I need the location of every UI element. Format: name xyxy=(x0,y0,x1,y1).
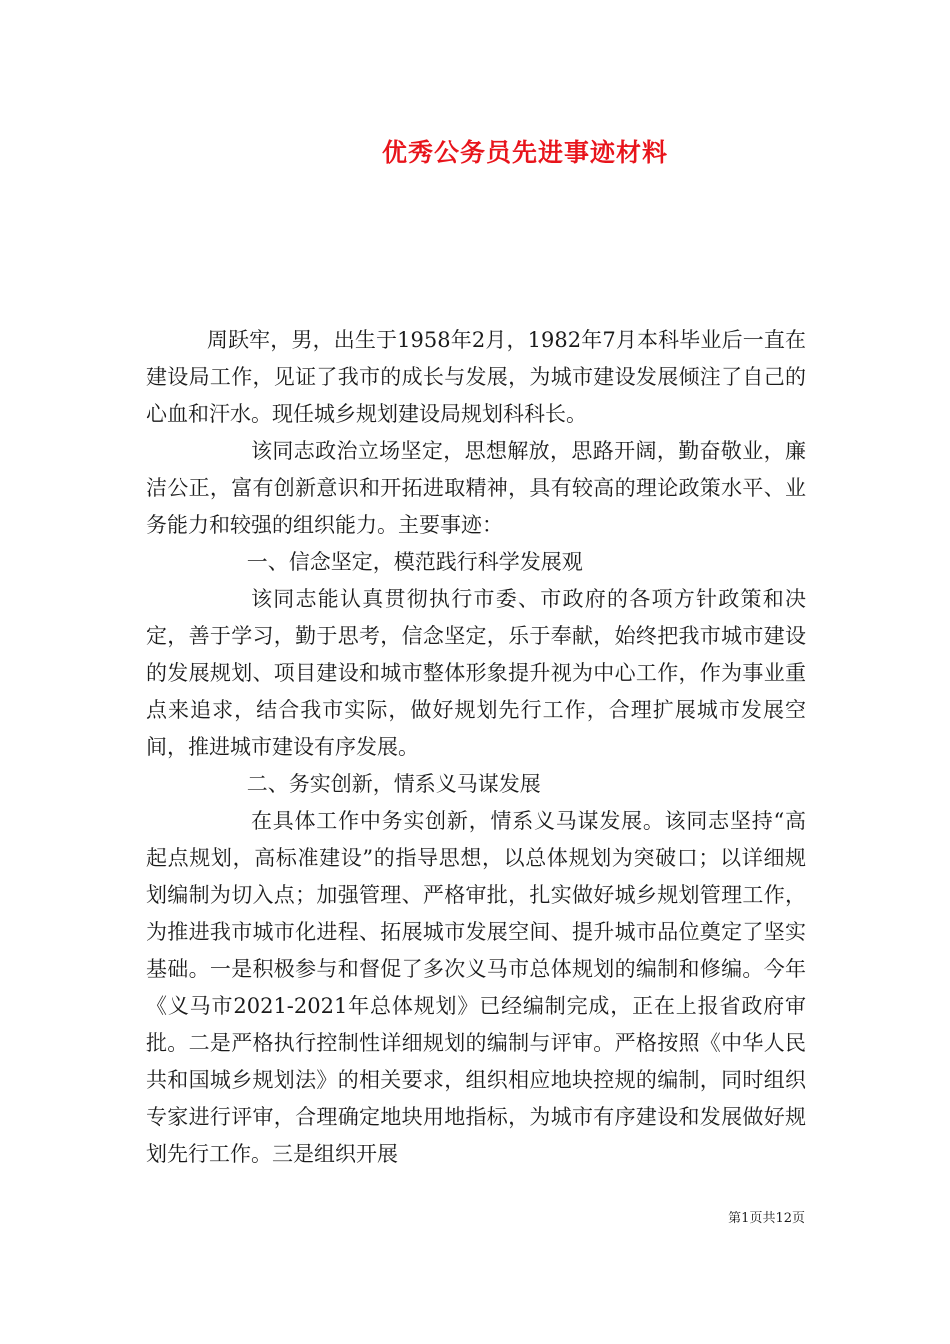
section-heading-2: 二、务实创新，情系义马谋发展 xyxy=(246,772,541,796)
paragraph-4: 在具体工作中务实创新，情系义马谋发展。该同志坚持“高起点规划，高标准建设”的指导思想，以总体规划为突破口；以详细规划编制为切入点；加强管理、严格审批，扎实做好城乡规划管理工作，为推进我市城市化进程、拓展城市发展空间、提升城市品位奠定了坚实基础。一是积极参与和督促了多次义马市总体规划的编制和修编。今年《义马市2021-2021年总体规划》已经编制完成，正在上报省政府审批。二是严格执行控制性详细规划的编制与评审。严格按照《中华人民共和国城乡规划法》的相关要求，组织相应地块控规的编制，同时组织专家进行评审，合理确定地块用地指标，为城市有序建设和发展做好规划先行工作。三是组织开展 xyxy=(146,809,806,1166)
page-number-footer: 第1页共12页 xyxy=(728,1211,805,1226)
paragraph-3: 该同志能认真贯彻执行市委、市政府的各项方针政策和决定，善于学习，勤于思考，信念坚定，乐于奉献，始终把我市城市建设的发展规划、项目建设和城市整体形象提升视为中心工作，作为事业重点来追求，结合我市实际，做好规划先行工作，合理扩展城市发展空间，推进城市建设有序发展。 xyxy=(146,587,806,759)
paragraph-2: 该同志政治立场坚定，思想解放，思路开阔，勤奋敬业，廉洁公正，富有创新意识和开拓进取精神，具有较高的理论政策水平、业务能力和较强的组织能力。主要事迹： xyxy=(146,439,806,537)
document-body xyxy=(146,322,806,1173)
paragraph-1: 周跃牢，男，出生于1958年2月，1982年7月本科毕业后一直在建设局工作，见证了我市的成长与发展，为城市建设发展倾注了自己的心血和汗水。现任城乡规划建设局规划科科长。 xyxy=(146,328,806,426)
document-title: 优秀公务员先进事迹材料 xyxy=(381,138,668,167)
section-heading-1: 一、信念坚定，模范践行科学发展观 xyxy=(246,550,583,574)
